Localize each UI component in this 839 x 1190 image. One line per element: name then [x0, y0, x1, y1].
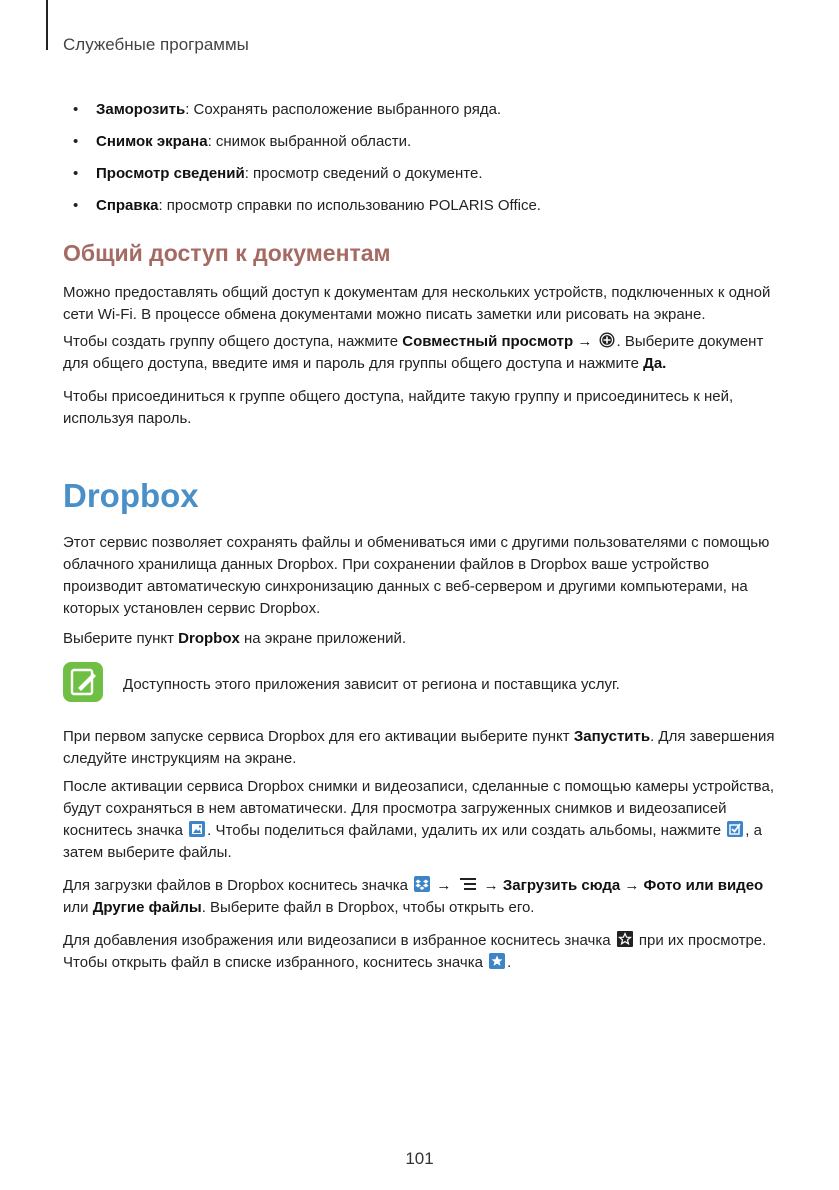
checkbox-icon: [727, 821, 743, 837]
dropbox-paragraph-4: После активации сервиса Dropbox снимки и видеозаписи, сделанные с помощью камеры устройства, будут сохраняться в нем автоматически. Для просмотра загруженных снимков и видеозаписей коснитесь значка . Чтобы поделиться файлами, удалить их или создать альбомы, нажмите , а затем выберите файлы.: [63, 778, 774, 861]
dropbox-paragraph-5: Для загрузки файлов в Dropbox коснитесь значка → → Загрузить сюда → Фото или видео или Другие файлы. Выберите файл в Dropbox, чтобы открыть его.: [63, 877, 764, 916]
note-text: Доступность этого приложения зависит от региона и поставщика услуг.: [123, 676, 620, 693]
list-item: • Справка: просмотр справки по использованию POLARIS Office.: [63, 196, 783, 215]
feature-list: [63, 100, 783, 228]
page-number: 101: [405, 1149, 434, 1168]
list-item: • Заморозить: Сохранять расположение выбранного ряда.: [63, 100, 783, 119]
section-heading-sharing: Общий доступ к документам: [63, 240, 391, 266]
share-paragraph-3: Чтобы присоединиться к группе общего доступа, найдите такую группу и присоединитесь к ней, используя пароль.: [63, 388, 734, 427]
menu-icon: [458, 876, 478, 892]
page-header: Служебные программы: [63, 35, 249, 54]
star-filled-icon: [489, 953, 505, 969]
note-box: [63, 662, 783, 706]
plus-circle-icon: [599, 332, 615, 348]
dropbox-paragraph-3: При первом запуске сервиса Dropbox для его активации выберите пункт Запустить. Для завершения следуйте инструкциям на экране.: [63, 728, 775, 767]
section-heading-dropbox: Dropbox: [63, 477, 199, 514]
note-pencil-icon: [63, 662, 103, 702]
dropbox-paragraph-1: Этот сервис позволяет сохранять файлы и обмениваться ими с другими пользователями с помощью облачного хранилища данных Dropbox. При сохранении файлов в Dropbox ваше устройство производит автоматическую синхронизацию данных с веб-сервером и другими компьютерами, на которых установлен сервис Dropbox.: [63, 534, 770, 617]
photos-icon: [189, 821, 205, 837]
header-divider: [46, 0, 48, 50]
list-item: • Снимок экрана: снимок выбранной области.: [63, 132, 783, 151]
dropbox-paragraph-2: Выберите пункт Dropbox на экране приложений.: [63, 630, 407, 647]
dropbox-icon: [414, 876, 430, 892]
list-item: • Просмотр сведений: просмотр сведений о документе.: [63, 164, 783, 183]
dropbox-paragraph-6: Для добавления изображения или видеозаписи в избранное коснитесь значка при их просмотре. Чтобы открыть файл в списке избранного, коснитесь значка .: [63, 932, 767, 971]
share-paragraph-1: Можно предоставлять общий доступ к документам для нескольких устройств, подключенных к одной сети Wi-Fi. В процессе обмена документами можно писать заметки или рисовать на экране.: [63, 284, 771, 323]
share-paragraph-2: Чтобы создать группу общего доступа, нажмите Совместный просмотр → . Выберите документ для общего доступа, введите имя и пароль для группы общего доступа и нажмите Да.: [63, 333, 764, 372]
star-outline-icon: [617, 931, 633, 947]
